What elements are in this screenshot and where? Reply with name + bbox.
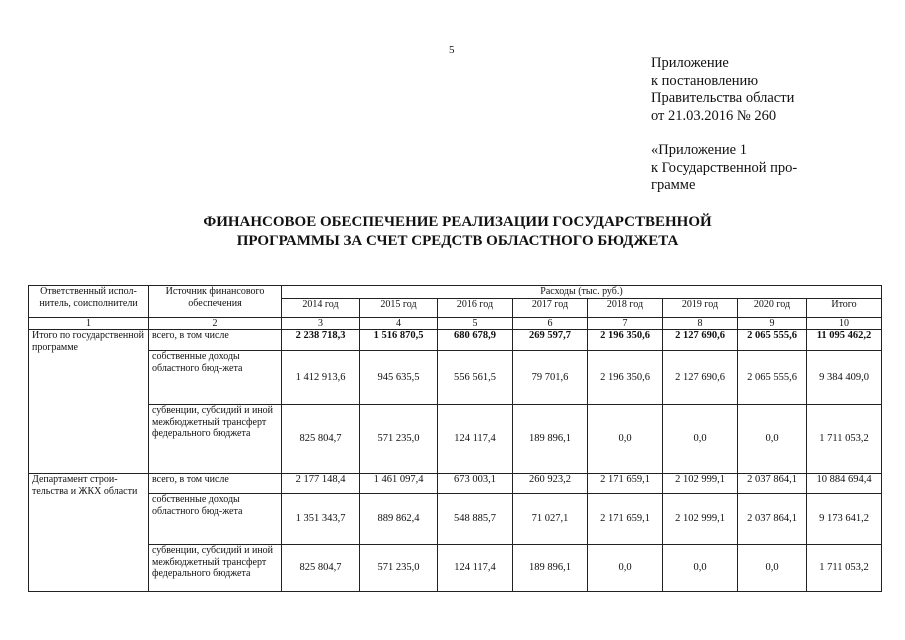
- table-row: [29, 405, 882, 474]
- header-executor: Ответственный испол-нитель, соисполнители: [29, 286, 149, 318]
- value-cell: 2 127 690,6: [663, 330, 738, 351]
- value-cell: 9 384 409,0: [807, 351, 882, 405]
- value-cell: 0,0: [738, 405, 807, 474]
- table-row: [29, 494, 882, 545]
- value-cell: 1 412 913,6: [282, 351, 360, 405]
- source-cell: всего, в том числе: [149, 330, 282, 351]
- source-cell: субвенции, субсидий и иной межбюджетный трансферт федерального бюджета: [149, 545, 282, 592]
- document-title: [0, 213, 905, 251]
- value-cell: 2 196 350,6: [588, 351, 663, 405]
- header-year: 2020 год: [738, 299, 807, 318]
- appendix-line: к постановлению: [651, 72, 759, 89]
- value-cell: 548 885,7: [438, 494, 513, 545]
- value-cell: 2 177 148,4: [282, 474, 360, 494]
- appendix-line: Приложение: [651, 55, 729, 71]
- value-cell: 11 095 462,2: [807, 330, 882, 351]
- value-cell: 945 635,5: [360, 351, 438, 405]
- page-number: 5: [449, 44, 455, 56]
- source-cell: субвенции, субсидий и иной межбюджетный трансферт федерального бюджета: [149, 405, 282, 474]
- value-cell: 2 065 555,6: [738, 330, 807, 351]
- value-cell: 2 037 864,1: [738, 474, 807, 494]
- header-year: 2019 год: [663, 299, 738, 318]
- value-cell: 1 516 870,5: [360, 330, 438, 351]
- value-cell: 189 896,1: [513, 405, 588, 474]
- value-cell: 889 862,4: [360, 494, 438, 545]
- appendix-ref-line: «Приложение 1: [651, 142, 747, 158]
- value-cell: 2 065 555,6: [738, 351, 807, 405]
- column-index: 4: [360, 318, 438, 330]
- value-cell: 2 037 864,1: [738, 494, 807, 545]
- title-line-2: ПРОГРАММЫ ЗА СЧЕТ СРЕДСТВ ОБЛАСТНОГО БЮДЖЕТА: [236, 233, 679, 249]
- value-cell: 2 171 659,1: [588, 494, 663, 545]
- finance-table: [28, 285, 882, 592]
- appendix-ref-line: грамме: [651, 177, 696, 193]
- value-cell: 10 884 694,4: [807, 474, 882, 494]
- value-cell: 124 117,4: [438, 405, 513, 474]
- value-cell: 0,0: [588, 405, 663, 474]
- value-cell: 0,0: [738, 545, 807, 592]
- executor-cell: Департамент строи-тельства и ЖКХ области: [29, 474, 149, 592]
- table-row: [29, 351, 882, 405]
- value-cell: 124 117,4: [438, 545, 513, 592]
- title-line-1: ФИНАНСОВОЕ ОБЕСПЕЧЕНИЕ РЕАЛИЗАЦИИ ГОСУДАРСТВЕННОЙ: [203, 214, 712, 230]
- header-year: 2015 год: [360, 299, 438, 318]
- value-cell: 0,0: [588, 545, 663, 592]
- header-year: 2014 год: [282, 299, 360, 318]
- source-cell: собственные доходы областного бюд-жета: [149, 494, 282, 545]
- value-cell: 571 235,0: [360, 545, 438, 592]
- value-cell: 2 102 999,1: [663, 474, 738, 494]
- source-cell: всего, в том числе: [149, 474, 282, 494]
- column-index: 10: [807, 318, 882, 330]
- value-cell: 2 102 999,1: [663, 494, 738, 545]
- value-cell: 260 923,2: [513, 474, 588, 494]
- value-cell: 71 027,1: [513, 494, 588, 545]
- header-source: Источник финансового обеспечения: [149, 286, 282, 318]
- column-index: 1: [29, 318, 149, 330]
- column-index: 2: [149, 318, 282, 330]
- source-cell: собственные доходы областного бюд-жета: [149, 351, 282, 405]
- value-cell: 0,0: [663, 405, 738, 474]
- table-row: [29, 474, 882, 494]
- value-cell: 189 896,1: [513, 545, 588, 592]
- column-index: 6: [513, 318, 588, 330]
- value-cell: 79 701,6: [513, 351, 588, 405]
- appendix-ref-block: [651, 142, 797, 195]
- value-cell: 571 235,0: [360, 405, 438, 474]
- value-cell: 9 173 641,2: [807, 494, 882, 545]
- executor-cell: Итого по государственной программе: [29, 330, 149, 474]
- value-cell: 0,0: [663, 545, 738, 592]
- value-cell: 2 127 690,6: [663, 351, 738, 405]
- value-cell: 556 561,5: [438, 351, 513, 405]
- value-cell: 2 196 350,6: [588, 330, 663, 351]
- column-index: 7: [588, 318, 663, 330]
- header-year: 2018 год: [588, 299, 663, 318]
- value-cell: 1 711 053,2: [807, 545, 882, 592]
- header-year: 2017 год: [513, 299, 588, 318]
- value-cell: 1 351 343,7: [282, 494, 360, 545]
- column-index: 9: [738, 318, 807, 330]
- value-cell: 825 804,7: [282, 405, 360, 474]
- value-cell: 673 003,1: [438, 474, 513, 494]
- column-index: 8: [663, 318, 738, 330]
- header-year: Итого: [807, 299, 882, 318]
- header-expenses: Расходы (тыс. руб.): [282, 286, 882, 299]
- value-cell: 2 238 718,3: [282, 330, 360, 351]
- value-cell: 1 461 097,4: [360, 474, 438, 494]
- appendix-block: [651, 55, 794, 125]
- table-row: [29, 330, 882, 351]
- value-cell: 825 804,7: [282, 545, 360, 592]
- value-cell: 2 171 659,1: [588, 474, 663, 494]
- column-index: 3: [282, 318, 360, 330]
- appendix-line: от 21.03.2016 № 260: [651, 107, 777, 124]
- header-year: 2016 год: [438, 299, 513, 318]
- appendix-ref-line: к Государственной про-: [651, 159, 798, 176]
- value-cell: 1 711 053,2: [807, 405, 882, 474]
- column-index: 5: [438, 318, 513, 330]
- value-cell: 269 597,7: [513, 330, 588, 351]
- appendix-line: Правительства области: [651, 90, 795, 106]
- value-cell: 680 678,9: [438, 330, 513, 351]
- table-row: [29, 545, 882, 592]
